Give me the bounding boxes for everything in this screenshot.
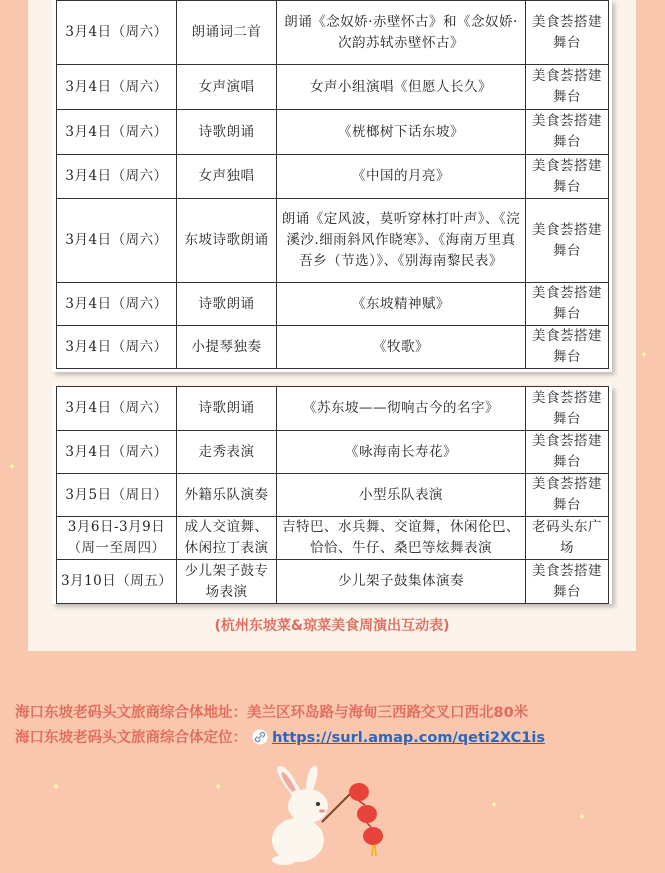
cell-venue: 美食荟搭建舞台 <box>526 110 609 155</box>
cell-type: 成人交谊舞、休闲拉丁表演 <box>177 517 277 560</box>
cell-type: 少儿架子鼓专场表演 <box>177 560 277 604</box>
cell-venue: 美食荟搭建舞台 <box>526 326 609 369</box>
cell-content: 《东坡精神赋》 <box>277 283 526 326</box>
table-row <box>57 474 609 517</box>
cell-date: 3月4日（周六） <box>57 431 177 474</box>
table-row <box>57 155 609 199</box>
cell-type: 走秀表演 <box>177 431 277 474</box>
cell-date: 3月4日（周六） <box>57 283 177 326</box>
cell-date: 3月4日（周六） <box>57 155 177 199</box>
table-row <box>57 517 609 560</box>
cell-content: 小型乐队表演 <box>277 474 526 517</box>
cell-venue: 美食荟搭建舞台 <box>526 155 609 199</box>
cell-type: 女声演唱 <box>177 65 277 110</box>
cell-venue: 美食荟搭建舞台 <box>526 474 609 517</box>
cell-venue: 美食荟搭建舞台 <box>526 1 609 65</box>
cell-content: 朗诵《念奴娇·赤壁怀古》和《念奴娇·次韵苏轼赤壁怀古》 <box>277 1 526 65</box>
table-row <box>57 326 609 369</box>
cell-venue: 老码头东广场 <box>526 517 609 560</box>
cell-date: 3月5日（周日） <box>57 474 177 517</box>
cell-content: 少儿架子鼓集体演奏 <box>277 560 526 604</box>
cell-date: 3月6日-3月9日（周一至周四） <box>57 517 177 560</box>
cell-date: 3月4日（周六） <box>57 65 177 110</box>
cell-venue: 美食荟搭建舞台 <box>526 431 609 474</box>
cell-type: 外籍乐队演奏 <box>177 474 277 517</box>
location-link[interactable]: https://surl.amap.com/qeti2XC1is <box>272 730 545 746</box>
cell-venue: 美食荟搭建舞台 <box>526 283 609 326</box>
table-row <box>57 560 609 604</box>
cell-date: 3月4日（周六） <box>57 1 177 65</box>
cell-content: 朗诵《定风波，莫听穿林打叶声》、《浣溪沙.细雨斜风作晓寒》、《海南万里真吾乡（节选）》、《别海南黎民表》 <box>277 199 526 283</box>
cell-type: 诗歌朗诵 <box>177 387 277 431</box>
table-row <box>57 65 609 110</box>
cell-date: 3月4日（周六） <box>57 199 177 283</box>
table-row <box>57 199 609 283</box>
cell-content: 《中国的月亮》 <box>277 155 526 199</box>
table-row <box>57 110 609 155</box>
table-row <box>57 283 609 326</box>
address-value: 美兰区环岛路与海甸三西路交叉口西北80米 <box>247 705 529 721</box>
schedule-table-part2 <box>52 386 612 604</box>
schedule-table-part1 <box>52 0 612 372</box>
cell-content: 女声小组演唱《但愿人长久》 <box>277 65 526 110</box>
address-line <box>15 701 528 722</box>
location-line <box>15 726 545 749</box>
sparkle-icon: ✦ <box>640 350 649 361</box>
address-label: 海口东坡老码头文旅商综合体地址： <box>15 705 247 721</box>
sparkle-icon: ✦ <box>578 812 587 823</box>
cell-content: 吉特巴、水兵舞、交谊舞，休闲伦巴、恰恰、牛仔、桑巴等炫舞表演 <box>277 517 526 560</box>
location-label: 海口东坡老码头文旅商综合体定位： <box>15 730 247 746</box>
cell-date: 3月4日（周六） <box>57 326 177 369</box>
table-caption: (杭州东坡菜&琼菜美食周演出互动表) <box>214 618 450 634</box>
cell-date: 3月4日（周六） <box>57 110 177 155</box>
cell-content: 《牧歌》 <box>277 326 526 369</box>
cell-venue: 美食荟搭建舞台 <box>526 387 609 431</box>
cell-content: 《苏东坡——彻响古今的名字》 <box>277 387 526 431</box>
cell-type: 小提琴独奏 <box>177 326 277 369</box>
cell-content: 《咏海南长寿花》 <box>277 431 526 474</box>
table-row <box>57 1 609 65</box>
table-row <box>57 431 609 474</box>
sparkle-icon: ✦ <box>490 800 499 811</box>
cell-type: 朗诵词二首 <box>177 1 277 65</box>
sparkle-icon: ✦ <box>52 782 61 793</box>
cell-type: 女声独唱 <box>177 155 277 199</box>
cell-type: 诗歌朗诵 <box>177 283 277 326</box>
rabbit-lantern-illustration <box>262 760 402 872</box>
cell-date: 3月10日（周五） <box>57 560 177 604</box>
table-row <box>57 387 609 431</box>
cell-content: 《桄榔树下话东坡》 <box>277 110 526 155</box>
cell-venue: 美食荟搭建舞台 <box>526 560 609 604</box>
sparkle-icon: ✦ <box>8 462 17 473</box>
cell-date: 3月4日（周六） <box>57 387 177 431</box>
link-icon <box>252 729 268 749</box>
cell-type: 东坡诗歌朗诵 <box>177 199 277 283</box>
cell-venue: 美食荟搭建舞台 <box>526 65 609 110</box>
sparkle-icon: ✦ <box>214 782 223 793</box>
cell-venue: 美食荟搭建舞台 <box>526 199 609 283</box>
cell-type: 诗歌朗诵 <box>177 110 277 155</box>
